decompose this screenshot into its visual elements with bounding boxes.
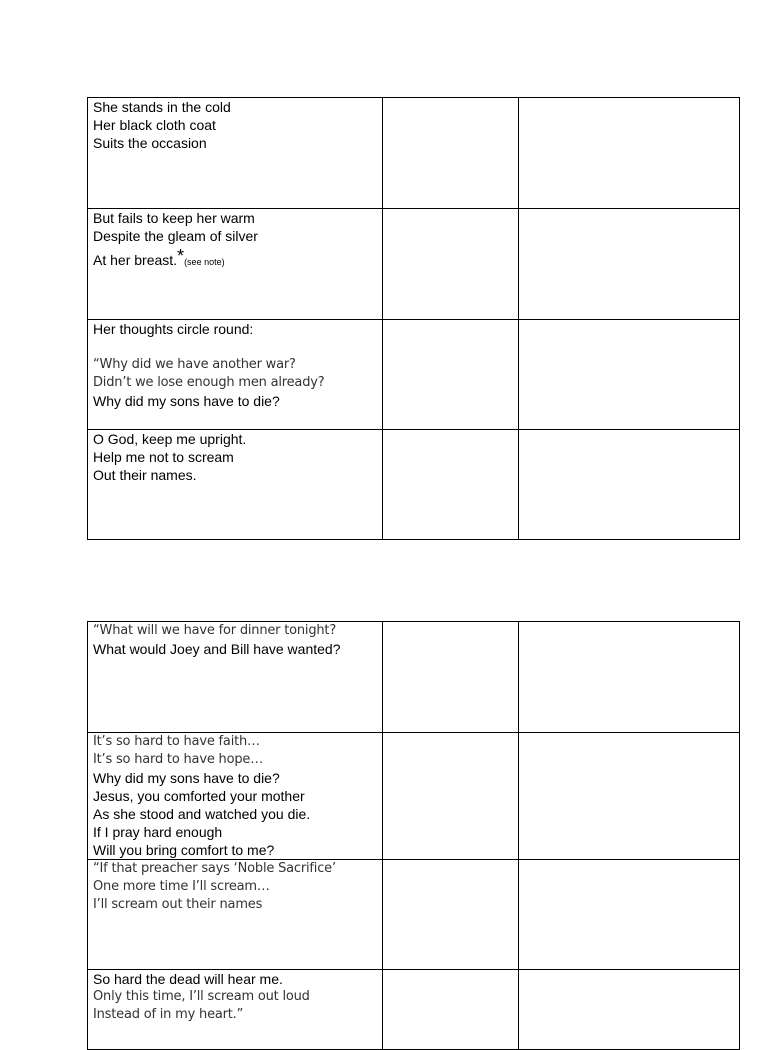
verse-line: Instead of in my heart.”: [93, 1007, 244, 1022]
verse-line: O God, keep me upright.: [93, 431, 247, 447]
poem-table-1: [87, 97, 740, 540]
empty-cell: [383, 622, 519, 733]
stanza-gap: [93, 338, 378, 356]
table-row: [88, 970, 740, 1050]
empty-cell: [383, 430, 519, 540]
verse-line: What would Joey and Bill have wanted?: [93, 641, 341, 657]
empty-cell: [519, 430, 740, 540]
verse-line: “Why did we have another war?: [93, 357, 296, 372]
verse-line: Out their names.: [93, 467, 197, 483]
table-row: [88, 430, 740, 540]
verse-line: But fails to keep her warm: [93, 210, 255, 226]
table-row: [88, 209, 740, 320]
empty-cell: [519, 622, 740, 733]
verse-line: Jesus, you comforted your mother: [93, 788, 305, 804]
asterisk-mark: *: [177, 246, 185, 266]
empty-cell: [383, 320, 519, 430]
table-row: [88, 98, 740, 209]
verse-line-with-note: [93, 246, 378, 271]
verse-cell: [88, 430, 383, 540]
verse-line: It’s so hard to have faith…: [93, 734, 260, 749]
empty-cell: [519, 98, 740, 209]
empty-cell: [383, 733, 519, 860]
empty-cell: [519, 970, 740, 1050]
verse-cell: [88, 209, 383, 320]
verse-cell: [88, 970, 383, 1050]
empty-cell: [519, 733, 740, 860]
empty-cell: [519, 320, 740, 430]
table-row: [88, 860, 740, 970]
verse-line: I’ll scream out their names: [93, 897, 263, 912]
verse-cell: [88, 320, 383, 430]
verse-line: Will you bring comfort to me?: [93, 842, 275, 858]
table-row: [88, 622, 740, 733]
table-row: [88, 733, 740, 860]
empty-cell: [383, 98, 519, 209]
verse-line: Her black cloth coat: [93, 117, 216, 133]
verse-line: “What will we have for dinner tonight?: [93, 623, 337, 638]
verse-line: As she stood and watched you die.: [93, 806, 311, 822]
verse-line: So hard the dead will hear me.: [93, 971, 283, 987]
empty-cell: [519, 209, 740, 320]
poem-table-2: [87, 621, 740, 1050]
verse-line: Suits the occasion: [93, 135, 207, 151]
verse-line: At her breast.: [93, 252, 178, 268]
verse-line: Why did my sons have to die?: [93, 770, 280, 786]
verse-line: If I pray hard enough: [93, 824, 223, 840]
empty-cell: [383, 209, 519, 320]
verse-line: Her thoughts circle round:: [93, 321, 254, 337]
verse-line: Didn’t we lose enough men already?: [93, 375, 325, 390]
verse-line: Despite the gleam of silver: [93, 228, 258, 244]
verse-cell: [88, 622, 383, 733]
verse-cell: [88, 860, 383, 970]
verse-cell: [88, 733, 383, 860]
empty-cell: [519, 860, 740, 970]
verse-line: She stands in the cold: [93, 99, 231, 115]
table-row: [88, 320, 740, 430]
empty-cell: [383, 860, 519, 970]
verse-line: Only this time, I’ll scream out loud: [93, 989, 310, 1004]
verse-line: “If that preacher says ‘Noble Sacrifice’: [93, 861, 336, 876]
verse-line: Why did my sons have to die?: [93, 393, 280, 409]
verse-cell: [88, 98, 383, 209]
empty-cell: [383, 970, 519, 1050]
verse-line: It’s so hard to have hope…: [93, 752, 263, 767]
verse-line: Help me not to scream: [93, 449, 234, 465]
verse-line: One more time I’ll scream…: [93, 879, 270, 894]
see-note-label: (see note): [184, 257, 225, 267]
